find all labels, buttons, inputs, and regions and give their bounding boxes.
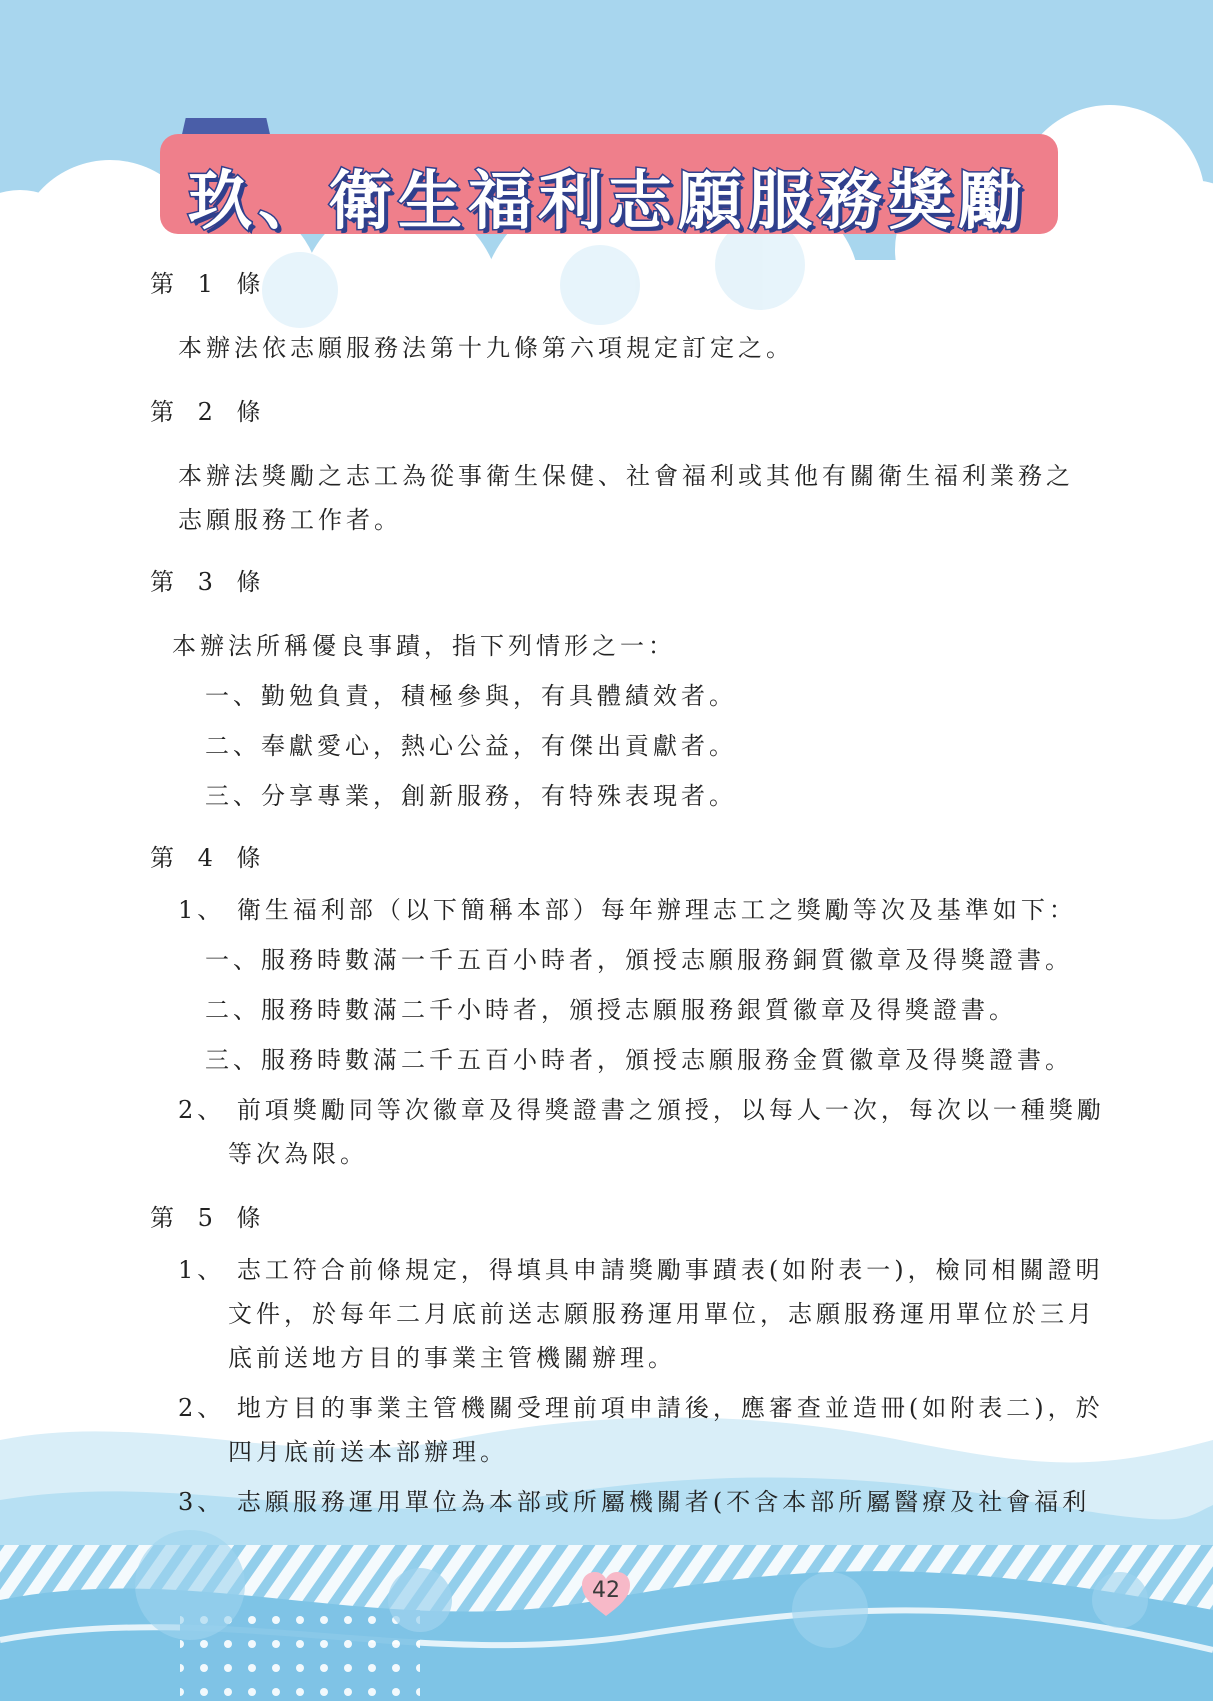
list-item: 一、服務時數滿一千五百小時者，頒授志願服務銅質徽章及得獎證書。 xyxy=(205,946,1073,974)
article-text: 本辦法獎勵之志工為從事衛生保健、社會福利或其他有關衛生福利業務之 xyxy=(178,462,1074,490)
clause-text: 四月底前送本部辦理。 xyxy=(228,1438,508,1466)
article-text: 本辦法依志願服務法第十九條第六項規定訂定之。 xyxy=(178,334,794,362)
article-heading: 第 1 條 xyxy=(150,270,269,298)
page-number: 42 xyxy=(592,1578,620,1603)
clause-text: 2、 前項獎勵同等次徽章及得獎證書之頒授，以每人一次，每次以一種獎勵 xyxy=(178,1096,1105,1124)
page-title: 玖、衛生福利志願服務獎勵 xyxy=(188,165,1028,239)
list-item: 一、勤勉負責，積極參與，有具體績效者。 xyxy=(205,682,737,710)
list-item: 三、服務時數滿二千五百小時者，頒授志願服務金質徽章及得獎證書。 xyxy=(205,1046,1073,1074)
article-text: 本辦法所稱優良事蹟，指下列情形之一： xyxy=(172,632,676,660)
clause-text: 底前送地方目的事業主管機關辦理。 xyxy=(228,1344,676,1372)
clause-text: 1、 志工符合前條規定，得填具申請獎勵事蹟表(如附表一)，檢同相關證明 xyxy=(178,1256,1104,1284)
clause-text: 文件，於每年二月底前送志願服務運用單位，志願服務運用單位於三月 xyxy=(228,1300,1096,1328)
list-item: 二、服務時數滿二千小時者，頒授志願服務銀質徽章及得獎證書。 xyxy=(205,996,1017,1024)
list-item: 三、分享專業，創新服務，有特殊表現者。 xyxy=(205,782,737,810)
clause-text: 3、 志願服務運用單位為本部或所屬機關者(不含本部所屬醫療及社會福利 xyxy=(178,1488,1091,1516)
article-text: 志願服務工作者。 xyxy=(178,506,402,534)
article-heading: 第 4 條 xyxy=(150,844,269,872)
clause-text: 2、 地方目的事業主管機關受理前項申請後，應審查並造冊(如附表二)，於 xyxy=(178,1394,1104,1422)
list-item: 二、奉獻愛心，熱心公益，有傑出貢獻者。 xyxy=(205,732,737,760)
article-heading: 第 3 條 xyxy=(150,568,269,596)
clause-text: 1、 衛生福利部（以下簡稱本部）每年辦理志工之獎勵等次及基準如下： xyxy=(178,896,1077,924)
clause-text: 等次為限。 xyxy=(228,1140,368,1168)
article-heading: 第 5 條 xyxy=(150,1204,269,1232)
article-heading: 第 2 條 xyxy=(150,398,269,426)
